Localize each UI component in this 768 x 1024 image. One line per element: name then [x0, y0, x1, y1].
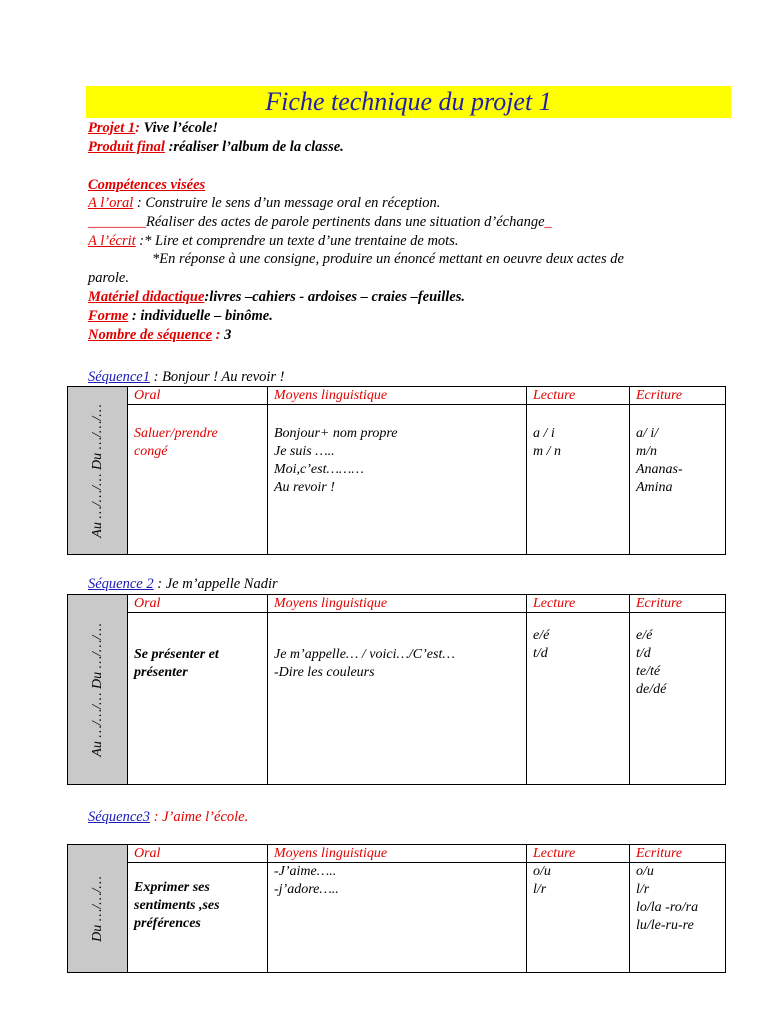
sequence-1-dates — [68, 387, 128, 555]
ecrit-label: A l’écrit — [88, 233, 136, 249]
moyens-cell — [268, 405, 527, 555]
sequence-2-label: Séquence 2 — [88, 576, 154, 592]
ecriture-line: Amina — [636, 480, 673, 495]
oral-line: congé — [134, 444, 168, 459]
forme-line — [88, 308, 273, 325]
sequence-3-dates — [68, 845, 128, 973]
sequence-2-dates — [68, 595, 128, 785]
sequence-3-label: Séquence3 — [88, 809, 150, 825]
nombre-line — [88, 327, 231, 344]
ecriture-cell — [630, 863, 726, 973]
oral-line: Se présenter et — [134, 647, 219, 662]
ecrit-line-1 — [88, 233, 458, 250]
header-moyens: Moyens linguistique — [268, 845, 527, 863]
oral-cell — [128, 405, 268, 555]
ecriture-line: o/u — [636, 864, 654, 879]
moyens-line: -Dire les couleurs — [274, 665, 375, 680]
projet-sep: : — [135, 120, 140, 136]
header-moyens: Moyens linguistique — [268, 387, 527, 405]
oral-text-1: : Construire le sens d’un message oral en réception. — [133, 195, 441, 211]
oral-line: sentiments ,ses — [134, 898, 220, 913]
moyens-line: Je m’appelle… / voici…/C’est… — [274, 647, 455, 662]
header-oral: Oral — [128, 845, 268, 863]
moyens-line: Moi,c’est……… — [274, 462, 364, 477]
oral-blank: ________ — [88, 214, 146, 230]
sequence-3-table — [67, 844, 726, 973]
oral-line-2 — [88, 214, 552, 231]
lecture-line: m / n — [533, 444, 561, 459]
sequence-1-heading — [88, 369, 285, 386]
oral-line-1 — [88, 195, 440, 212]
materiel-line — [88, 289, 465, 306]
oral-cell — [128, 613, 268, 785]
projet-label: Projet 1 — [88, 120, 136, 136]
moyens-line: Bonjour+ nom propre — [274, 426, 398, 441]
forme-label: Forme — [88, 308, 129, 324]
ecriture-line: lo/la -ro/ra — [636, 900, 699, 915]
oral-trail: _ — [544, 214, 552, 230]
sequence-3-heading — [88, 809, 248, 826]
materiel-value: :livres –cahiers - ardoises – craies –feuilles. — [204, 289, 465, 305]
produit-value: :réaliser l’album de la classe. — [164, 139, 344, 155]
moyens-line: -j’adore….. — [274, 882, 339, 897]
competences-heading: Compétences visées — [88, 177, 206, 193]
sequence-2-heading — [88, 576, 278, 593]
header-ecriture: Ecriture — [630, 595, 726, 613]
oral-line: Exprimer ses — [134, 880, 210, 895]
header-ecriture: Ecriture — [630, 845, 726, 863]
nombre-value: 3 — [220, 327, 232, 343]
page-title: Fiche technique du projet 1 — [265, 87, 552, 116]
oral-line: Saluer/prendre — [134, 426, 218, 441]
forme-value: : individuelle – binôme. — [128, 308, 273, 324]
lecture-line: t/d — [533, 646, 548, 661]
competences-heading-line — [88, 177, 205, 194]
oral-text-2: Réaliser des actes de parole pertinents dans une situation d’échange — [146, 214, 545, 230]
ecriture-line: de/dé — [636, 682, 667, 697]
ecrit-text-2: *En réponse à une consigne, produire un énoncé mettant en oeuvre deux actes de — [152, 251, 624, 267]
header-oral: Oral — [128, 387, 268, 405]
materiel-label: Matériel didactique — [88, 289, 205, 305]
oral-line: préférences — [134, 916, 201, 931]
ecriture-line: a/ i/ — [636, 426, 659, 441]
lecture-line: l/r — [533, 882, 547, 897]
sequence-1-dates-text: Au …/…/… Du …/…/… — [89, 403, 105, 538]
ecriture-cell — [630, 405, 726, 555]
moyens-cell — [268, 863, 527, 973]
oral-line: présenter — [134, 665, 188, 680]
lecture-cell — [527, 863, 630, 973]
lecture-line: a / i — [533, 426, 555, 441]
ecrit-text-1: :* Lire et comprendre un texte d’une trentaine de mots. — [135, 233, 459, 249]
produit-line — [88, 139, 344, 156]
moyens-cell — [268, 613, 527, 785]
header-lecture: Lecture — [527, 387, 630, 405]
sequence-1-title: : Bonjour ! Au revoir ! — [150, 369, 285, 385]
ecriture-line: l/r — [636, 882, 650, 897]
ecriture-line: e/é — [636, 628, 653, 643]
nombre-sep: : — [212, 327, 221, 343]
nombre-label: Nombre de séquence — [88, 327, 213, 343]
header-moyens: Moyens linguistique — [268, 595, 527, 613]
ecrit-text-3: parole. — [88, 270, 129, 286]
produit-label: Produit final — [88, 139, 165, 155]
ecriture-line: t/d — [636, 646, 651, 661]
sequence-2-dates-text: Au …/…/… Du …/…/… — [89, 622, 105, 757]
ecriture-line: te/té — [636, 664, 661, 679]
header-oral: Oral — [128, 595, 268, 613]
ecriture-line: lu/le-ru-re — [636, 918, 694, 933]
ecrit-line-3 — [88, 270, 129, 287]
moyens-line: Au revoir ! — [274, 480, 335, 495]
header-lecture: Lecture — [527, 595, 630, 613]
lecture-line: o/u — [533, 864, 551, 879]
moyens-line: -J’aime….. — [274, 864, 337, 879]
sequence-3-title: : J’aime l’école. — [150, 809, 249, 825]
projet-value: Vive l’école! — [139, 120, 219, 136]
sequence-1-table — [67, 386, 726, 555]
oral-label: A l’oral — [88, 195, 134, 211]
lecture-line: e/é — [533, 628, 550, 643]
ecriture-line: Ananas- — [636, 462, 683, 477]
sequence-2-title: : Je m’appelle Nadir — [153, 576, 278, 592]
ecriture-line: m/n — [636, 444, 657, 459]
title-bar — [86, 86, 731, 118]
lecture-cell — [527, 613, 630, 785]
lecture-cell — [527, 405, 630, 555]
ecrit-line-2 — [152, 251, 624, 268]
header-ecriture: Ecriture — [630, 387, 726, 405]
ecriture-cell — [630, 613, 726, 785]
sequence-2-table — [67, 594, 726, 785]
moyens-line: Je suis ….. — [274, 444, 335, 459]
projet-line — [88, 120, 218, 137]
sequence-3-dates-text: Du …/…/… — [89, 875, 105, 942]
sequence-1-label: Séquence1 — [88, 369, 150, 385]
oral-cell — [128, 863, 268, 973]
header-lecture: Lecture — [527, 845, 630, 863]
